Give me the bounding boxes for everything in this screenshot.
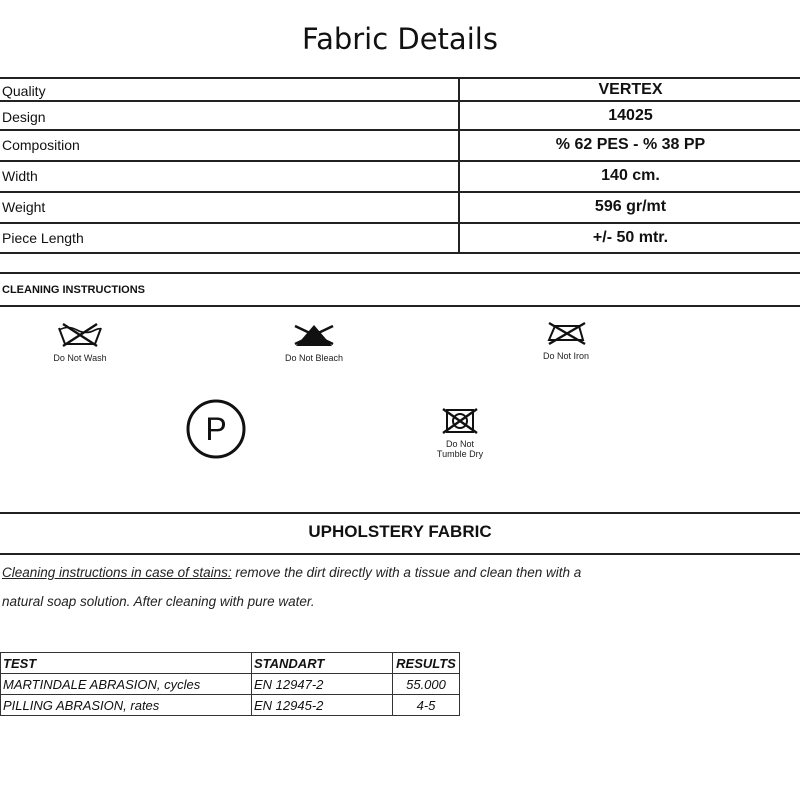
do-not-tumble-dry-label-1: Do Not [445, 439, 474, 449]
spec-value-design: 14025 [608, 107, 653, 124]
spec-value-composition: % 62 PES - % 38 PP [555, 136, 706, 153]
test-standard: EN 12947-2 [252, 674, 393, 695]
do-not-bleach-label: Do Not Bleach [284, 353, 344, 363]
do-not-wash-label: Do Not Wash [53, 353, 107, 363]
spec-value-width: 140 cm. [601, 167, 660, 184]
cleaning-heading: CLEANING INSTRUCTIONS [2, 284, 145, 296]
do-not-bleach-symbol [274, 322, 354, 363]
test-result: 55.000 [393, 674, 460, 695]
stain-instructions [2, 565, 581, 580]
spec-label-piece-length: Piece Length [2, 230, 84, 246]
do-not-wash-icon [53, 322, 107, 348]
do-not-iron-label: Do Not Iron [542, 351, 590, 361]
divider [0, 553, 800, 555]
divider [0, 77, 800, 79]
test-result: 4-5 [393, 695, 460, 716]
do-not-iron-icon [541, 320, 591, 346]
divider [0, 272, 800, 274]
divider [0, 100, 800, 102]
stain-instructions-label: Cleaning instructions in case of stains: [2, 565, 232, 580]
test-standard: EN 12945-2 [252, 695, 393, 716]
divider [0, 512, 800, 514]
spec-label-design: Design [2, 109, 46, 125]
upholstery-title: UPHOLSTERY FABRIC [308, 522, 492, 541]
column-header-standart: STANDART [252, 653, 393, 674]
spec-label-width: Width [2, 168, 38, 184]
do-not-tumble-dry-symbol [424, 408, 496, 459]
page-title: Fabric Details [302, 22, 498, 56]
stain-instructions-line2: natural soap solution. After cleaning with pure water. [2, 594, 315, 609]
table-row [1, 674, 460, 695]
spec-label-weight: Weight [2, 199, 46, 215]
dry-clean-p-letter: P [205, 411, 227, 447]
table-row [1, 695, 460, 716]
stain-instructions-text: remove the dirt directly with a tissue and clean then with a [231, 565, 582, 580]
divider [0, 129, 800, 131]
do-not-tumble-dry-label-2: Tumble Dry [436, 449, 484, 459]
dry-clean-p-symbol [184, 398, 248, 465]
spec-value-weight: 596 gr/mt [594, 198, 667, 215]
column-divider [458, 77, 460, 254]
do-not-bleach-icon [287, 322, 341, 348]
table-header-row [1, 653, 460, 674]
divider [0, 222, 800, 224]
column-header-test: TEST [1, 653, 252, 674]
test-name: MARTINDALE ABRASION, cycles [1, 674, 252, 695]
column-header-results: RESULTS [393, 653, 460, 674]
divider [0, 305, 800, 307]
spec-value-piece-length: +/- 50 mtr. [592, 229, 669, 246]
test-results-table [0, 652, 460, 716]
test-name: PILLING ABRASION, rates [1, 695, 252, 716]
do-not-iron-symbol [530, 320, 602, 361]
do-not-wash-symbol [44, 322, 116, 363]
do-not-tumble-dry-icon [435, 408, 485, 434]
dry-clean-p-icon [185, 398, 247, 460]
divider [0, 252, 800, 254]
spec-label-quality: Quality [2, 83, 46, 99]
divider [0, 191, 800, 193]
spec-value-quality: VERTEX [598, 81, 663, 98]
divider [0, 160, 800, 162]
spec-label-composition: Composition [2, 137, 80, 153]
